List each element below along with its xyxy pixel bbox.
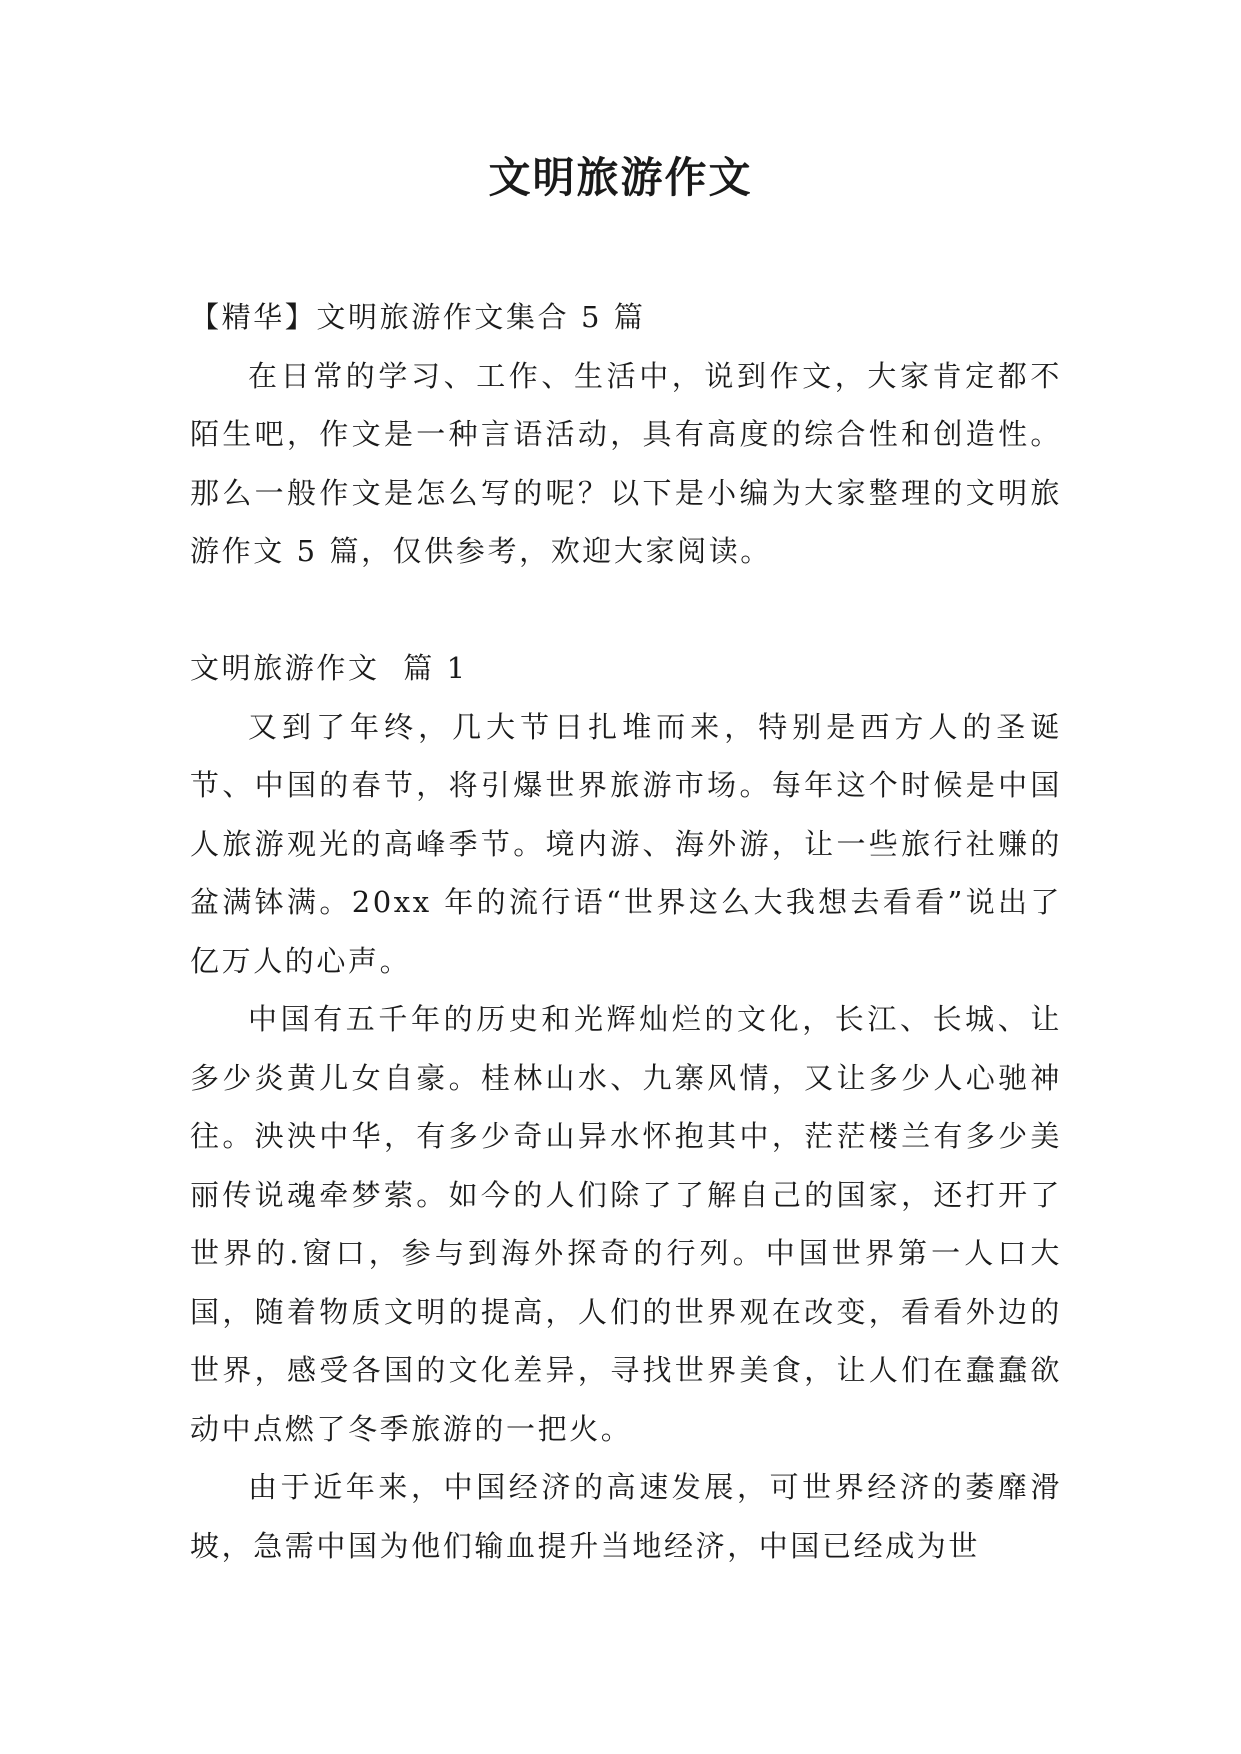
document-body <box>190 288 1062 1575</box>
document-subtitle: 【精华】文明旅游作文集合 5 篇 <box>190 300 646 334</box>
intro-paragraph: 在日常的学习、工作、生活中，说到作文，大家肯定都不陌生吧，作文是一种言语活动，具有高度的综合性和创造性。那么一般作文是怎么写的呢？以下是小编为大家整理的文明旅游作文 5 篇，仅供参考，欢迎大家阅读。 <box>190 358 1062 568</box>
body-paragraph: 又到了年终，几大节日扎堆而来，特别是西方人的圣诞节、中国的春节，将引爆世界旅游市场。每年这个时候是中国人旅游观光的高峰季节。境内游、海外游，让一些旅行社赚的盆满钵满。20xx 年的流行语“世界这么大我想去看看”说出了亿万人的心声。 <box>190 709 1062 978</box>
section-heading: 文明旅游作文 篇 1 <box>190 651 468 685</box>
body-paragraph: 由于近年来，中国经济的高速发展，可世界经济的萎靡滑坡，急需中国为他们输血提升当地经济，中国已经成为世 <box>190 1470 1062 1563</box>
document-title: 文明旅游作文 <box>488 153 753 202</box>
body-paragraph: 中国有五千年的历史和光辉灿烂的文化，长江、长城、让多少炎黄儿女自豪。桂林山水、九寨风情，又让多少人心驰神往。泱泱中华，有多少奇山异水怀抱其中，茫茫楼兰有多少美丽传说魂牵梦萦。如今的人们除了了解自己的国家，还打开了世界的.窗口，参与到海外探奇的行列。中国世界第一人口大国，随着物质文明的提高，人们的世界观在改变，看看外边的世界，感受各国的文化差异，寻找世界美食，让人们在蠢蠢欲动中点燃了冬季旅游的一把火。 <box>190 1002 1062 1446</box>
